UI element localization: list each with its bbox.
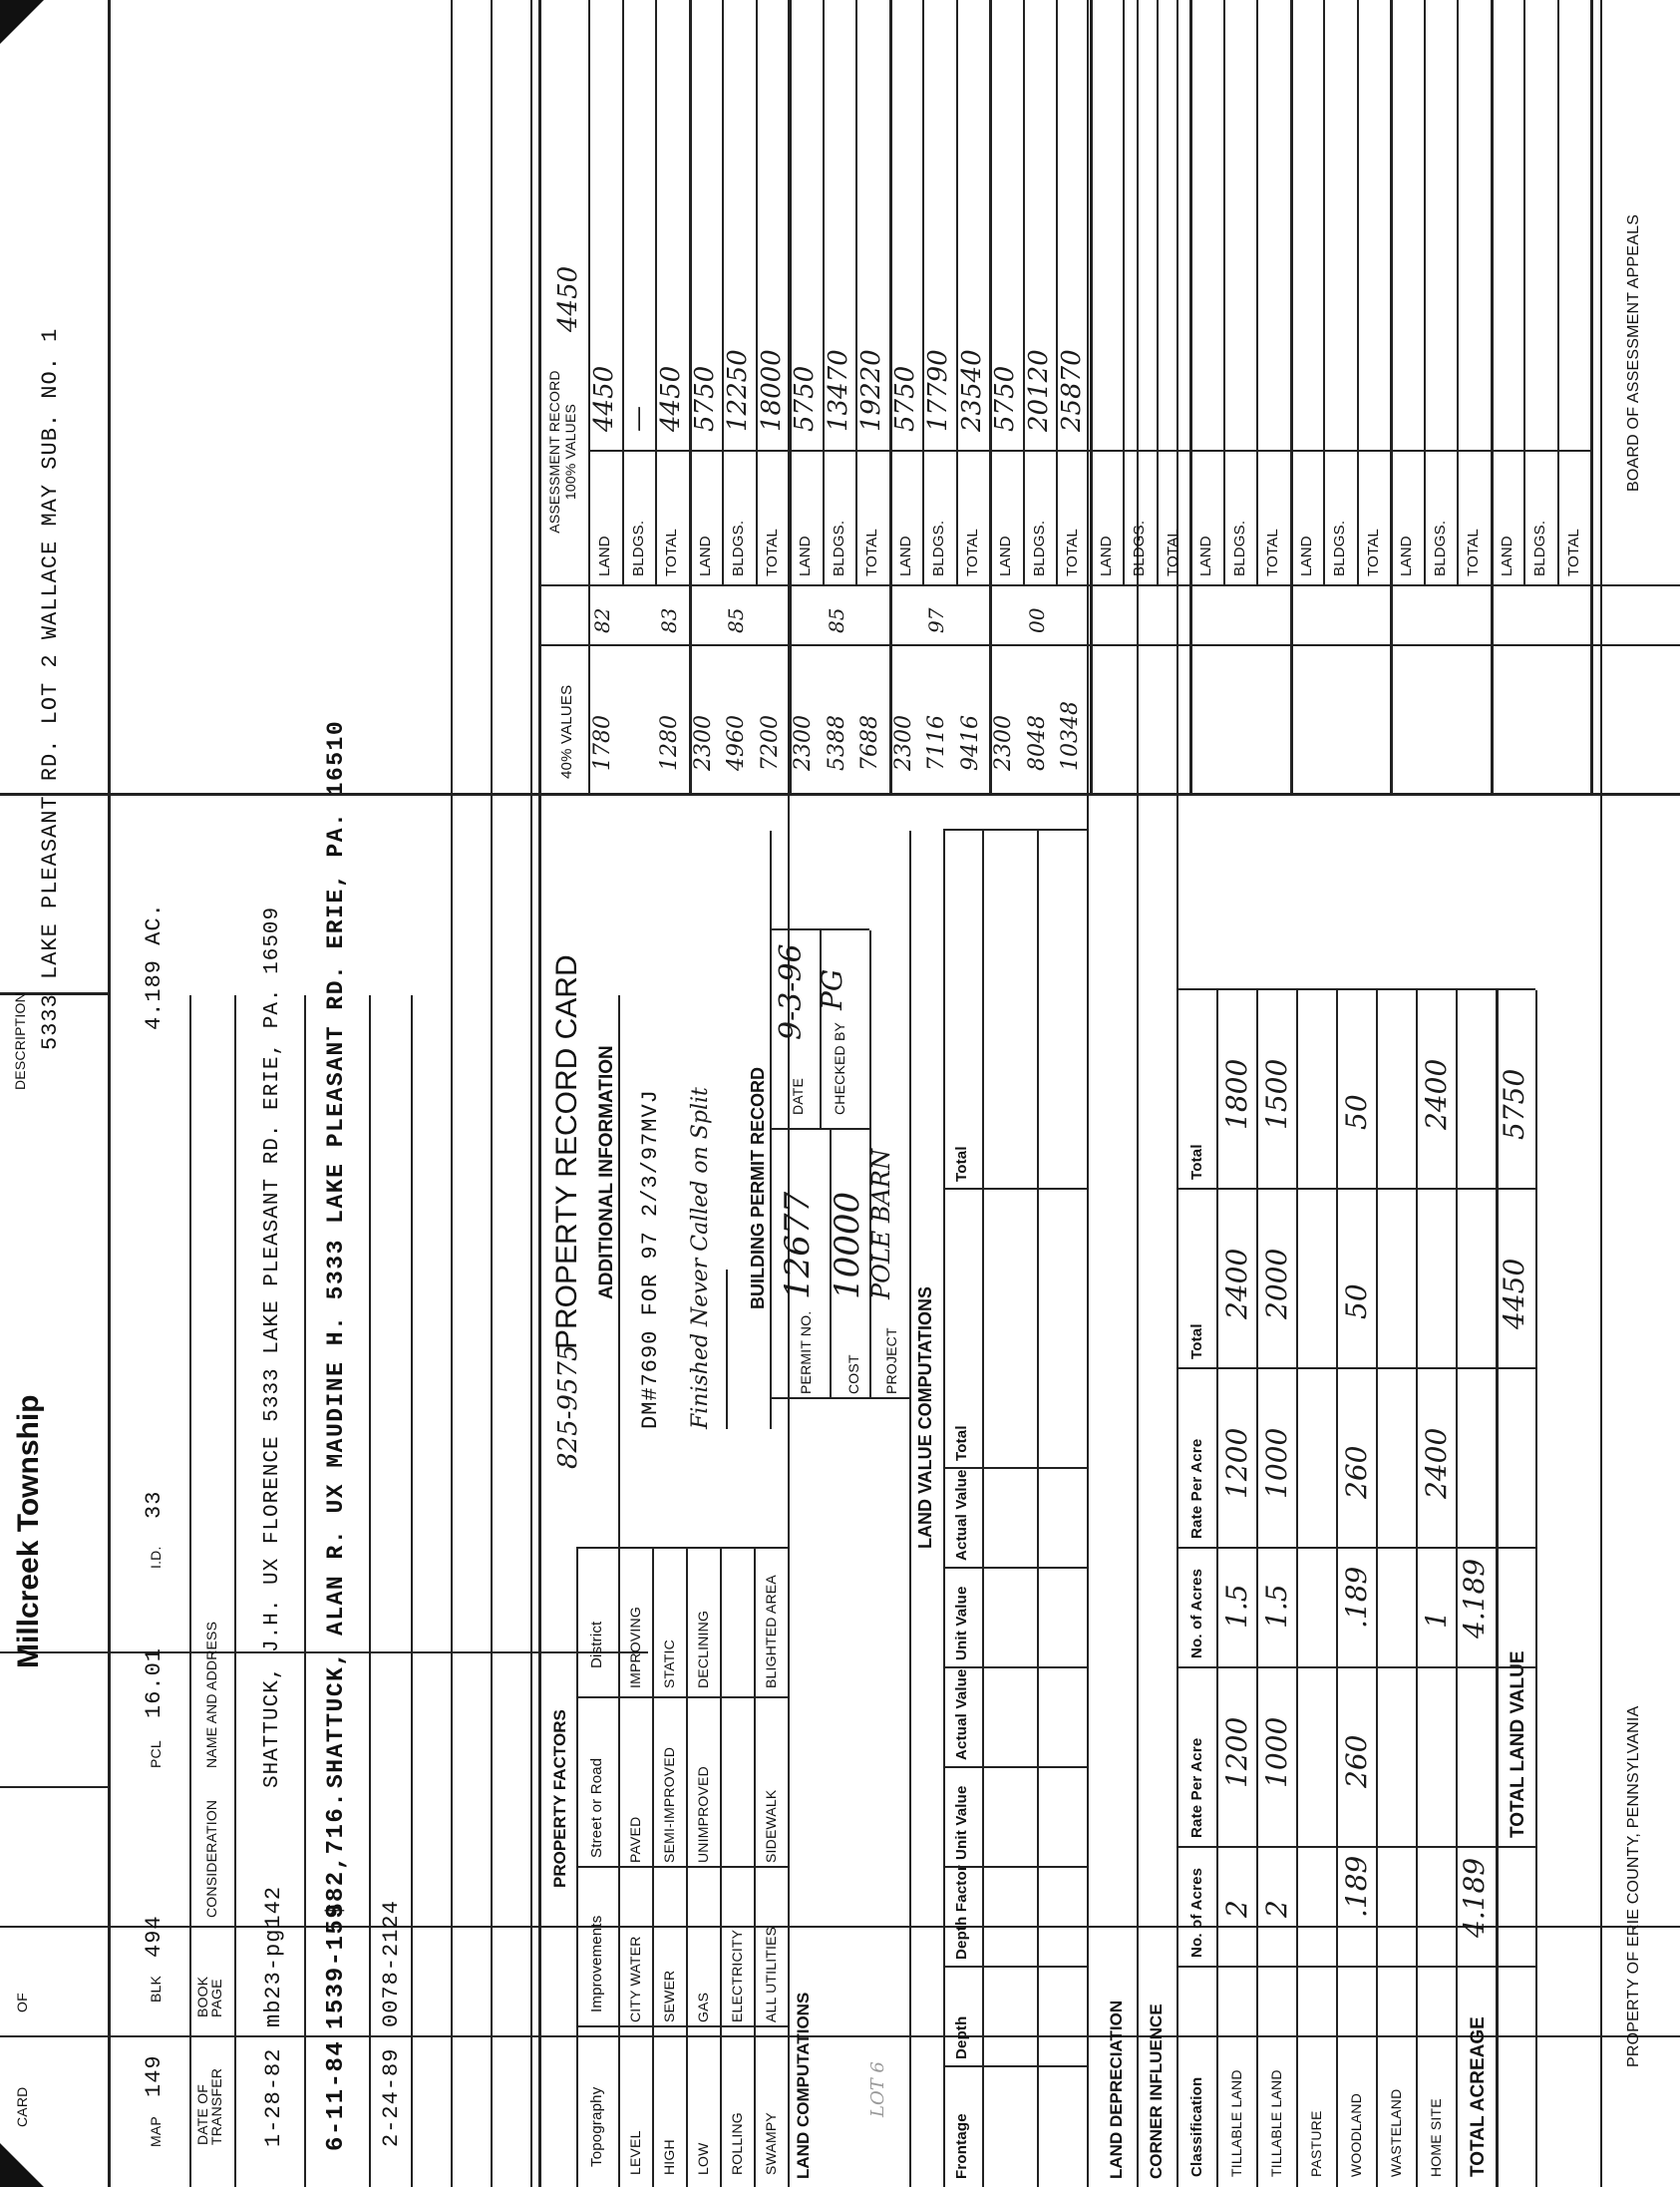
divider <box>304 995 306 2187</box>
assessment-100-value: 17790 <box>923 349 953 432</box>
assessment-40-value: 2300 <box>791 715 816 771</box>
topography-item: LEVEL <box>627 2130 643 2175</box>
assessment-row-label: TOTAL <box>663 529 680 576</box>
checked-by-label: CHECKED BY <box>832 1021 847 1115</box>
corner-influence-label: CORNER INFLUENCE <box>1147 2004 1166 2179</box>
land-computations-note: LOT 6 <box>867 2061 888 2117</box>
col-100-values: ASSESSMENT RECORD 100% VALUES <box>546 370 578 534</box>
col-40-values: 40% VALUES <box>558 684 575 779</box>
col-topography: Topography <box>588 2086 605 2167</box>
assessment-row-label: LAND <box>896 536 914 576</box>
of-label: OF <box>14 1993 30 2012</box>
divider <box>538 584 1680 586</box>
project-label: PROJECT <box>883 1327 899 1394</box>
improvement-item: ELECTRICITY <box>729 1929 745 2022</box>
rate-1: 1200 <box>1220 1716 1253 1788</box>
transfer-date: 2-24-89 <box>379 2047 404 2147</box>
divider <box>576 1547 788 1549</box>
land-class-col-header: Rate Per Acre <box>1188 1737 1205 1838</box>
divider <box>0 793 1680 796</box>
col-district: District <box>588 1621 605 1668</box>
assessment-row-label: BLDGS. <box>930 520 947 576</box>
land-class-label: HOME SITE <box>1428 2098 1444 2177</box>
divider <box>720 1549 722 2187</box>
total-land-value-2: 5750 <box>1498 1068 1530 1140</box>
acreage-value: 4.189 AC. <box>142 903 167 1030</box>
total-acreage-1: 4.189 <box>1458 1857 1491 1938</box>
assessment-row-label: LAND <box>1398 536 1415 576</box>
assessment-40-value: 9416 <box>957 715 983 771</box>
land-depreciation-label: LAND DEPRECIATION <box>1107 2000 1126 2179</box>
divider <box>1256 0 1258 586</box>
section-rule <box>538 0 541 2187</box>
assessment-100-value: 12250 <box>723 349 753 432</box>
assessment-100-value: 4450 <box>656 365 686 432</box>
divider <box>1157 0 1159 586</box>
card-label: CARD <box>14 2086 30 2127</box>
rate-2: 2400 <box>1420 1427 1453 1499</box>
divider <box>1296 990 1298 2187</box>
total-acreage-label: TOTAL ACREAGE <box>1468 2016 1489 2177</box>
street-item: SEMI-IMPROVED <box>661 1746 677 1863</box>
assessment-year: 97 <box>924 607 948 633</box>
assessment-row-label: TOTAL <box>1364 529 1382 576</box>
additional-info-line2: Finished Never Called on Split <box>688 1087 713 1429</box>
land-class-label: WASTELAND <box>1388 2088 1404 2177</box>
assessment-40-value: 7688 <box>857 715 882 771</box>
assessment-row-label: BLDGS. <box>730 520 747 576</box>
divider <box>1323 0 1325 586</box>
land-class-col-header: Rate Per Acre <box>1188 1438 1205 1539</box>
assessment-40-value: 8048 <box>1024 715 1050 771</box>
assessment-100-value: 13470 <box>823 349 853 432</box>
divider <box>369 995 371 2187</box>
land-value-col-header: Frontage <box>953 2113 970 2179</box>
divider <box>652 1549 654 2187</box>
description-value: 5333 LAKE PLEASANT RD. LOT 2 WALLACE MAY SUB. NO. 1 <box>38 327 63 1050</box>
land-class-col-header: Total <box>1188 1144 1205 1180</box>
land-class-label: PASTURE <box>1308 2110 1324 2177</box>
divider <box>411 995 413 2187</box>
assessment-row-label: BLDGS. <box>1030 520 1048 576</box>
divider <box>1416 990 1418 2187</box>
assessment-100-value: 5750 <box>990 365 1020 432</box>
topography-item: SWAMPY <box>763 2112 779 2175</box>
land-class-col-header: No. of Acres <box>1188 1568 1205 1658</box>
divider <box>1176 1966 1535 1968</box>
divider <box>1223 0 1225 586</box>
divider <box>0 2035 1680 2037</box>
land-value-col-header: Total <box>953 1425 970 1461</box>
date-label: DATE <box>790 1077 806 1115</box>
district-item: BLIGHTED AREA <box>763 1575 779 1688</box>
divider <box>234 995 236 2187</box>
divider <box>943 1966 1087 1968</box>
divider <box>922 0 924 586</box>
divider <box>770 1397 909 1399</box>
rate-2: 1200 <box>1220 1427 1253 1499</box>
land-class-col-header: Classification <box>1188 2076 1205 2177</box>
assessment-row-label: BLDGS. <box>830 520 847 576</box>
land-class-col-header: Total <box>1188 1323 1205 1359</box>
divider <box>1390 0 1393 796</box>
handwritten-number: 825-9575 <box>553 1344 583 1469</box>
divider <box>1176 1188 1535 1190</box>
divider <box>1496 990 1499 2187</box>
improvement-item: SEWER <box>661 1970 677 2022</box>
land-class-label: TILLABLE LAND <box>1228 2069 1244 2177</box>
assessment-row-label: LAND <box>797 536 814 576</box>
assessment-100-value: 18000 <box>756 349 787 432</box>
divider <box>1457 0 1459 586</box>
divider <box>943 1866 1087 1868</box>
rate-2: 260 <box>1340 1445 1373 1499</box>
improvement-item: ALL UTILITIES <box>763 1926 779 2022</box>
permit-no-value: 12677 <box>778 1191 818 1299</box>
assessment-100-value: 19220 <box>856 349 886 432</box>
divider <box>1176 1666 1535 1668</box>
transfer-date: 1-28-82 <box>261 2047 286 2147</box>
divider <box>770 928 869 930</box>
assessment-row-label: TOTAL <box>863 529 880 576</box>
assessment-100-value: 23540 <box>956 349 987 432</box>
divider <box>576 1549 578 2187</box>
assessment-row-label: TOTAL <box>1465 529 1482 576</box>
col-street-road: Street or Road <box>588 1757 605 1858</box>
assessment-40-value: 10348 <box>1058 701 1083 771</box>
divider <box>1137 0 1139 2187</box>
assessment-row-label: TOTAL <box>1164 529 1181 576</box>
assessment-row-label: BLDGS. <box>629 520 647 576</box>
topography-item: LOW <box>695 2142 711 2175</box>
additional-info-line1: DM#7690 FOR 97 2/3/97MVJ <box>638 1089 663 1429</box>
divider <box>956 0 958 586</box>
total-land-value-1: 4450 <box>1498 1258 1530 1329</box>
divider <box>1424 0 1426 586</box>
divider <box>855 0 857 586</box>
assessment-100-value: 4450 <box>589 365 619 432</box>
assessment-row-label: TOTAL <box>763 529 781 576</box>
land-value-col-header: Unit Value <box>953 1586 970 1660</box>
assessment-100-value: 5750 <box>889 365 920 432</box>
col-name-address: NAME AND ADDRESS <box>203 1621 219 1768</box>
total-2: 50 <box>1340 1094 1373 1130</box>
divider <box>1123 0 1125 586</box>
acres-2: .189 <box>1340 1566 1373 1629</box>
acres-2: 1 <box>1420 1611 1453 1629</box>
divider <box>1023 0 1025 586</box>
corner-mark-top-right <box>0 0 44 44</box>
total-2: 1800 <box>1220 1058 1253 1130</box>
land-value-col-header: Depth Factor <box>953 1865 970 1960</box>
divider <box>1357 0 1359 586</box>
divider <box>726 1270 728 1429</box>
divider <box>1216 990 1218 2187</box>
divider <box>576 2025 788 2027</box>
divider <box>943 1467 1087 1469</box>
rate-2: 1000 <box>1260 1427 1293 1499</box>
map-value: 149 <box>142 2054 167 2097</box>
divider <box>1557 0 1559 586</box>
street-item: SIDEWALK <box>763 1789 779 1863</box>
total-1: 2400 <box>1220 1248 1253 1319</box>
rate-1: 1000 <box>1260 1716 1293 1788</box>
divider <box>1189 0 1192 796</box>
land-value-col-header: Actual Value <box>953 1668 970 1760</box>
assessment-row-label: LAND <box>1197 536 1214 576</box>
assessment-40-value: 2300 <box>991 715 1016 771</box>
street-item: UNIMPROVED <box>695 1766 711 1863</box>
divider <box>820 930 822 1130</box>
divider <box>1176 1367 1535 1369</box>
land-class-label: TILLABLE LAND <box>1268 2069 1284 2177</box>
divider <box>1590 0 1593 796</box>
assessment-40-value: 7116 <box>924 715 949 771</box>
divider <box>982 831 984 2187</box>
divider <box>1290 0 1293 796</box>
acres-2: 1.5 <box>1220 1584 1253 1629</box>
pcl-label: PCL <box>148 1740 164 1768</box>
divider <box>1491 0 1494 796</box>
divider <box>943 1188 1087 1190</box>
divider <box>756 0 758 586</box>
divider <box>770 831 772 1429</box>
total-land-value-label: TOTAL LAND VALUE <box>1508 1650 1528 1838</box>
total-1: 50 <box>1340 1283 1373 1319</box>
assessment-40-value: 2300 <box>890 715 916 771</box>
id-value: 33 <box>142 1490 167 1519</box>
total-acreage-2: 4.189 <box>1458 1558 1491 1639</box>
transfer-book: 1539-159 <box>323 1902 350 2029</box>
property-factors-title: PROPERTY FACTORS <box>550 1709 569 1888</box>
district-item: STATIC <box>661 1640 677 1688</box>
assessment-year: 85 <box>824 607 848 633</box>
assessment-year: 83 <box>657 607 681 633</box>
assessment-row-label: LAND <box>1498 536 1515 576</box>
col-consideration: CONSIDERATION <box>203 1799 219 1918</box>
cost-value: 10000 <box>828 1191 867 1299</box>
divider <box>770 1128 869 1130</box>
date-value: 9-3-96 <box>774 943 809 1040</box>
divider <box>1523 0 1525 586</box>
township-title: Millcreek Township <box>12 1394 45 1668</box>
land-value-col-header: Unit Value <box>953 1785 970 1860</box>
id-label: I.D. <box>148 1546 164 1569</box>
building-permit-title: BUILDING PERMIT RECORD <box>748 1067 768 1309</box>
divider <box>451 0 453 2187</box>
assessment-row-label: LAND <box>696 536 714 576</box>
assessment-year: 85 <box>724 607 748 633</box>
footer-right: BOARD OF ASSESSMENT APPEALS <box>1625 213 1642 492</box>
permit-no-label: PERMIT NO. <box>798 1310 814 1394</box>
assessment-40-value: 2300 <box>690 715 716 771</box>
description-label: DESCRIPTION <box>12 992 28 1090</box>
land-class-col-header: No. of Acres <box>1188 1867 1205 1958</box>
acres-1: 2 <box>1220 1900 1253 1918</box>
topography-item: ROLLING <box>729 2112 745 2175</box>
corner-mark-top-left <box>0 2143 44 2187</box>
divider <box>1600 0 1602 2187</box>
pcl-value: 16.01 <box>142 1646 167 1718</box>
map-label: MAP <box>148 2116 164 2147</box>
divider <box>1176 1547 1535 1549</box>
divider <box>538 644 1680 646</box>
improvement-item: GAS <box>695 1992 711 2022</box>
assessment-40-value: 7200 <box>757 715 783 771</box>
assessment-row-label: TOTAL <box>1264 529 1281 576</box>
property-record-card-title: PROPERTY RECORD CARD <box>550 954 583 1349</box>
divider <box>576 1866 788 1868</box>
district-item: DECLINING <box>695 1610 711 1688</box>
transfer-date: 6-11-84 <box>323 2039 350 2151</box>
assessment-40-value: 1780 <box>590 715 615 771</box>
divider <box>1176 1846 1535 1848</box>
divider <box>0 1926 1680 1928</box>
land-value-computations-title: LAND VALUE COMPUTATIONS <box>915 1286 935 1549</box>
transfer-book: mb23-pg142 <box>261 1885 286 2027</box>
assessment-row-label: BLDGS. <box>1331 520 1348 576</box>
transfer-name: SHATTUCK, ALAN R. UX MAUDINE H. 5333 LAKE PLEASANT RD. ERIE, PA. 16510 <box>323 719 349 1788</box>
cost-label: COST <box>845 1354 861 1394</box>
divider <box>1090 0 1093 796</box>
total-2: 2400 <box>1420 1058 1453 1130</box>
assessment-40-value: 1280 <box>657 715 682 771</box>
transfer-book: 0078-2124 <box>379 1900 404 2027</box>
divider <box>823 0 825 586</box>
district-item: IMPROVING <box>627 1607 643 1688</box>
assessment-100-value: 5750 <box>790 365 820 432</box>
divider <box>0 1786 108 1788</box>
divider <box>754 1549 756 2187</box>
divider <box>943 2065 1087 2067</box>
land-value-col-header: Actual Value <box>953 1469 970 1561</box>
divider <box>722 0 724 586</box>
assessment-row-label: BLDGS. <box>1230 520 1248 576</box>
acres-1: .189 <box>1340 1855 1373 1918</box>
divider <box>1037 831 1039 2187</box>
assessment-100-value: 25870 <box>1057 349 1087 432</box>
land-value-col-header: Total <box>953 1146 970 1182</box>
top-rule <box>108 0 111 2187</box>
col-book-page: BOOK PAGE <box>194 1976 224 2017</box>
assessment-row-label: TOTAL <box>963 529 981 576</box>
divider <box>1176 988 1535 990</box>
divider <box>943 1666 1087 1668</box>
divider <box>189 995 191 2187</box>
assessment-40-value: 4960 <box>724 715 749 771</box>
assessment-top-value: 4450 <box>553 265 583 332</box>
divider <box>1376 990 1378 2187</box>
assessment-row-label: BLDGS. <box>1431 520 1449 576</box>
divider <box>1336 990 1338 2187</box>
project-value: POLE BARN <box>867 1149 895 1299</box>
assessment-40-value: 5388 <box>824 715 849 771</box>
assessment-100-value: — <box>622 406 653 432</box>
transfer-consideration: $82,716. <box>323 1790 350 1918</box>
divider <box>618 995 620 2187</box>
divider <box>1535 990 1537 2187</box>
assessment-row-label: BLDGS. <box>1531 520 1548 576</box>
assessment-row-label: LAND <box>596 536 613 576</box>
divider <box>655 0 657 586</box>
footer-left: PROPERTY OF ERIE COUNTY, PENNSYLVANIA <box>1625 1705 1642 2067</box>
assessment-100-value: 20120 <box>1023 349 1054 432</box>
divider <box>686 1549 688 2187</box>
col-date-of-transfer: DATE OF TRANSFER <box>194 2067 224 2145</box>
additional-info-label: ADDITIONAL INFORMATION <box>596 1045 617 1299</box>
topography-item: HIGH <box>661 2139 677 2175</box>
divider <box>943 1766 1087 1768</box>
assessment-row-label: LAND <box>1297 536 1315 576</box>
land-value-col-header: Depth <box>953 2015 970 2059</box>
improvement-item: CITY WATER <box>627 1936 643 2022</box>
assessment-row-label: TOTAL <box>1064 529 1081 576</box>
total-2: 1500 <box>1260 1058 1293 1130</box>
divider <box>909 831 911 2187</box>
divider <box>943 829 1087 831</box>
divider <box>1256 990 1258 2187</box>
acres-1: 2 <box>1260 1900 1293 1918</box>
divider <box>622 0 624 586</box>
divider <box>576 1696 788 1698</box>
blk-value: 494 <box>142 1915 167 1958</box>
total-1: 2000 <box>1260 1248 1293 1319</box>
rate-1: 260 <box>1340 1734 1373 1788</box>
acres-2: 1.5 <box>1260 1584 1293 1629</box>
assessment-year: 82 <box>590 607 614 633</box>
assessment-year: 00 <box>1024 607 1049 633</box>
land-computations-title: LAND COMPUTATIONS <box>794 1992 813 2179</box>
divider <box>1176 0 1178 2187</box>
transfer-name: SHATTUCK, J.H. UX FLORENCE 5333 LAKE PLEASANT RD. ERIE, PA. 16509 <box>261 906 284 1788</box>
divider <box>943 831 945 2187</box>
street-item: PAVED <box>627 1816 643 1863</box>
divider <box>530 0 532 2187</box>
col-improvements: Improvements <box>588 1915 605 2012</box>
divider <box>943 1567 1087 1569</box>
checked-by-value: PG <box>816 968 848 1010</box>
assessment-row-label: LAND <box>1097 536 1115 576</box>
assessment-100-value: 5750 <box>689 365 720 432</box>
blk-label: BLK <box>148 1975 164 2003</box>
assessment-row-label: BLDGS. <box>1131 520 1148 576</box>
divider <box>588 450 1590 452</box>
land-class-label: WOODLAND <box>1348 2092 1364 2177</box>
divider <box>1056 0 1058 586</box>
assessment-row-label: TOTAL <box>1564 529 1582 576</box>
assessment-row-label: LAND <box>997 536 1014 576</box>
divider <box>491 0 493 2187</box>
